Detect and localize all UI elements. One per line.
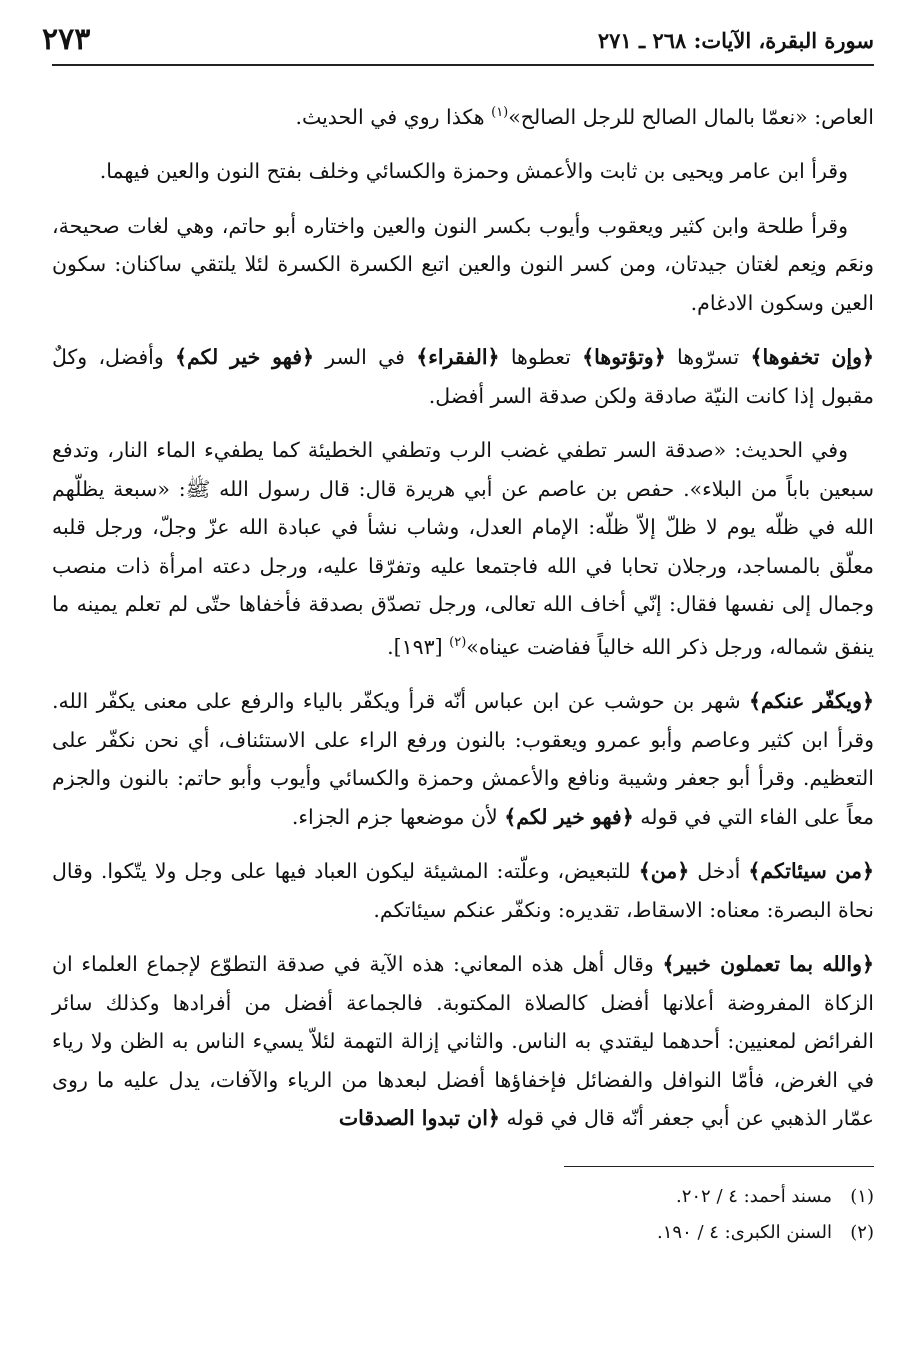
footnote-text: مسند أحمد: ٤ / ٢٠٢. xyxy=(675,1185,832,1207)
paragraph xyxy=(52,152,874,191)
footnote-separator xyxy=(564,1166,874,1167)
footnote-number: (١) xyxy=(850,1185,874,1207)
quran-quote: ﴿فهو خير لكم﴾ xyxy=(504,804,634,829)
text-run: لأن موضعها جزم الجزاء. xyxy=(291,804,505,829)
quran-quote: ﴿من﴾ xyxy=(638,859,690,884)
text-run: العاص: «نعمّا بالمال الصالح للرجل الصالح» xyxy=(508,104,874,129)
quran-quote: ﴿من سيئاتكم﴾ xyxy=(748,859,874,884)
paragraph xyxy=(52,207,874,323)
footnotes xyxy=(52,1179,874,1251)
text-run: وقرأ ابن عامر ويحيى بن ثابت والأعمش وحمزة والكسائي وخلف بفتح النون والعين فيهما. xyxy=(99,159,848,184)
text-run: في السر xyxy=(314,345,417,370)
paragraph xyxy=(52,682,874,836)
paragraph xyxy=(52,852,874,929)
page-number: ٢٧٣ xyxy=(42,22,91,57)
text-run: شهر بن حوشب عن ابن عباس أنّه قرأ ويكفّر بالياء والرفع على معنى يكفّر الله. وقرأ ابن كثير وعاصم وأبو عمرو ويعقوب: بالنون ورفع الراء على الاستئناف، أي نحن نكفّر على التعظيم. وقرأ أبو جعفر وشيبة ونافع والأعمش وحمزة والكسائي وأيوب وأبو حاتم: بالنون والجزم معاً على الفاء التي في قوله xyxy=(52,689,874,829)
text-run: تعطوها xyxy=(499,345,583,370)
paragraph xyxy=(52,94,874,136)
text-run: وفي الحديث: «صدقة السر تطفي غضب الرب وتطفي الخطيئة كما يطفيء الماء النار، وتدفع سبعين باباً من البلاء». حفص بن عاصم عن أبي هريرة قال: قال رسول الله ﷺ: «سبعة يظلّهم الله في ظلّه يوم لا ظلّ إلاّ ظلّه: الإمام العدل، وشاب نشأ في عبادة الله عزّ وجلّ، ورجل قلبه معلّق بالمساجد، ورجلان تحابا في الله فاجتمعا عليه وتفرّقا عليه، ورجل دعته امرأة ذات منصب وجمال إلى نفسها فقال: إنّي أخاف الله تعالى، ورجل تصدّق بصدقة فأخفاها حتّى لم تعلم يمينه ما ينفق شماله، ورجل ذكر الله خالياً ففاضت عيناه» xyxy=(52,438,874,659)
quran-quote: ﴿وتؤتوها﴾ xyxy=(582,345,666,370)
quran-quote: ﴿والله بما تعملون خبير﴾ xyxy=(662,952,875,977)
footnote xyxy=(52,1179,874,1215)
paragraph xyxy=(52,338,874,415)
quran-quote: ﴿وإن تخفوها﴾ xyxy=(750,345,875,370)
paragraph xyxy=(52,945,874,1138)
quran-quote: ﴿ان تبدوا الصدقات xyxy=(338,1106,500,1131)
footnote-ref: (١) xyxy=(491,105,509,120)
text-run: وقرأ طلحة وابن كثير ويعقوب وأيوب بكسر النون والعين واختاره أبو حاتم، وهي لغات صحيحة، ونعَم ونِعم لغتان جيدتان، ومن كسر النون والعين اتبع الكسرة الكسرة لئلا يلتقي ساكنان: سكون العين وسكون الادغام. xyxy=(52,213,874,315)
text-run: [١٩٣]. xyxy=(387,634,450,659)
book-page xyxy=(42,22,875,1251)
text-run: للتبعيض، وعلّته: المشيئة ليكون العباد فيها على وجل ولا يتّكوا. وقال نحاة البصرة: معناه: الاسقاط، تقديره: ونكفّر عنكم سيئاتكم. xyxy=(52,859,874,922)
footnote-ref: (٢) xyxy=(449,634,467,650)
footnote-number: (٢) xyxy=(850,1221,874,1243)
running-title: سورة البقرة، الآيات: ٢٦٨ ـ ٢٧١ xyxy=(597,28,874,53)
text-run: وقال أهل هذه المعاني: هذه الآية في صدقة التطوّع لإجماع العلماء ان الزكاة المفروضة أعلانها أفضل كالصلاة المكتوبة. فالجماعة أفضل من أفرادها وكذلك سائر الفرائض لمعنيين: أحدهما ليقتدي به الناس. والثاني إزالة التهمة لئلاّ يسيء الناس به الظن ولا رياء في الغرض، فأمّا النوافل والفضائل فإخفاؤها أفضل لبعدها من الرياء والآفات، يدل عليه ما روى عمّار الذهبي عن أبي جعفر أنّه قال في قوله xyxy=(52,952,874,1131)
body-text xyxy=(52,94,874,1138)
text-run: وأفضل، وكلٌ مقبول إذا كانت النيّة صادقة ولكن صدقة السر أفضل. xyxy=(52,345,874,408)
quran-quote: ﴿ويكفّر عنكم﴾ xyxy=(748,689,874,714)
footnote-text: السنن الكبرى: ٤ / ١٩٠. xyxy=(657,1221,832,1243)
quran-quote: ﴿الفقراء﴾ xyxy=(416,345,500,370)
paragraph xyxy=(52,431,874,666)
text-run: تسرّوها xyxy=(665,345,751,370)
text-run: أدخل xyxy=(689,859,749,884)
footnote xyxy=(52,1215,874,1251)
text-run: هكذا روي في الحديث. xyxy=(295,104,492,129)
quran-quote: ﴿فهو خير لكم﴾ xyxy=(175,345,315,370)
page-header xyxy=(42,22,874,66)
